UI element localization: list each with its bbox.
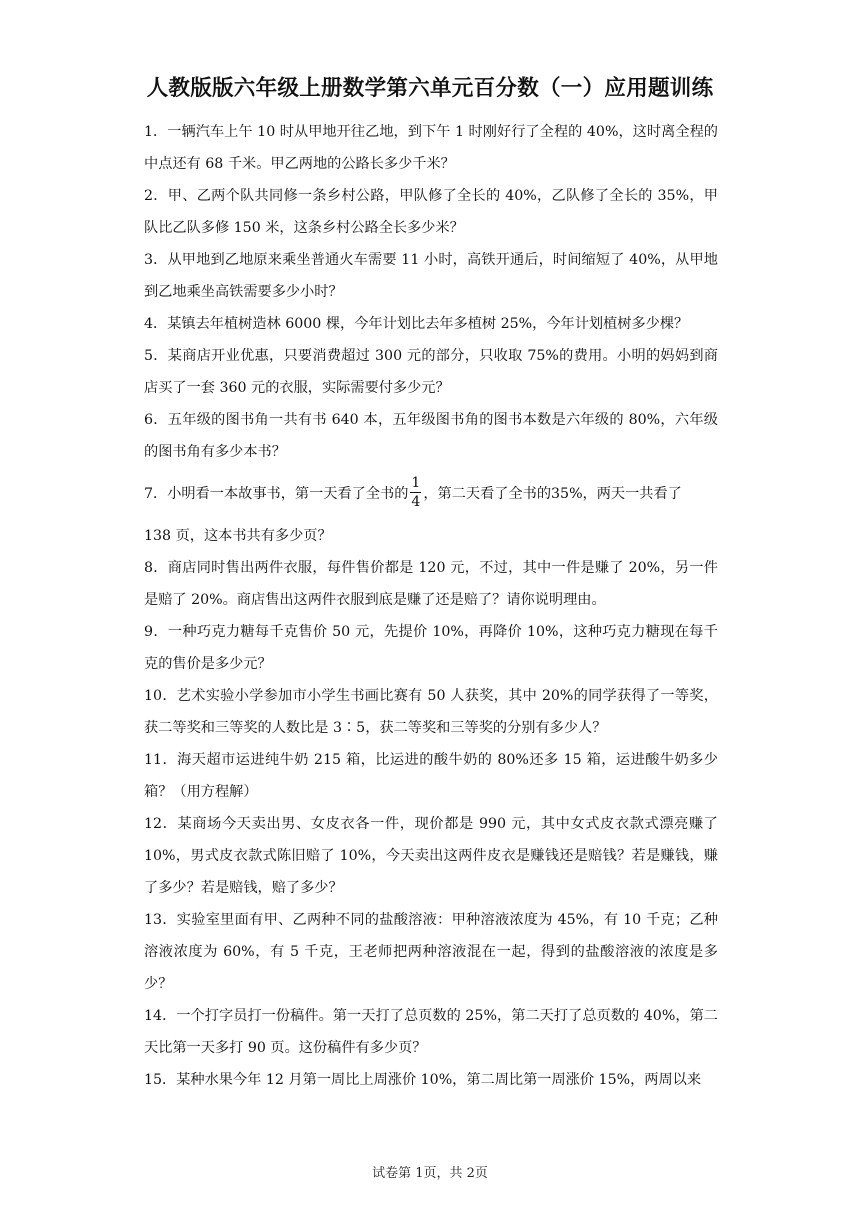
question-14: 14．一个打字员打一份稿件。第一天打了总页数的 25%，第二天打了总页数的 40%，第二天比第一天多打 90 页。这份稿件有多少页？ xyxy=(144,1008,718,1056)
question-list xyxy=(144,116,718,1096)
question-10: 10．艺术实验小学参加市小学生书画比赛有 50 人获奖，其中 20%的同学获得了一等奖，获二等奖和三等奖的人数比是 3∶5，获二等奖和三等奖的分别有多少人？ xyxy=(144,688,718,736)
question-2: 2．甲、乙两个队共同修一条乡村公路，甲队修了全长的 40%，乙队修了全长的 35%，甲队比乙队多修 150 米，这条乡村公路全长多少米？ xyxy=(144,188,718,236)
question-9: 9．一种巧克力糖每千克售价 50 元，先提价 10%，再降价 10%，这种巧克力糖现在每千克的售价是多少元？ xyxy=(144,624,718,672)
question-7-first-line xyxy=(144,468,718,520)
question-1: 1．一辆汽车上午 10 时从甲地开往乙地，到下午 1 时刚好行了全程的 40%，这时离全程的中点还有 68 千米。甲乙两地的公路长多少千米？ xyxy=(144,124,718,172)
question-7-second-line: 138 页，这本书共有多少页？ xyxy=(144,528,332,544)
fraction-denominator: 4 xyxy=(411,493,421,510)
page-title: 人教版版六年级上册数学第六单元百分数（一）应用题训练 xyxy=(146,76,714,101)
fraction-numerator: 1 xyxy=(411,474,421,491)
question-7 xyxy=(144,468,718,552)
question-7-text-after: ，第二天看了全书的35%，两天一共看了 xyxy=(423,486,682,502)
fraction-one-quarter xyxy=(410,476,421,509)
fraction-bar xyxy=(410,492,421,493)
question-6: 6．五年级的图书角一共有书 640 本，五年级图书角的图书本数是六年级的 80%，六年级的图书角有多少本书？ xyxy=(144,412,718,460)
question-4: 4．某镇去年植树造林 6000 棵，今年计划比去年多植树 25%，今年计划植树多少棵？ xyxy=(144,316,689,332)
question-13: 13．实验室里面有甲、乙两种不同的盐酸溶液：甲种溶液浓度为 45%，有 10 千克；乙种溶液浓度为 60%，有 5 千克，王老师把两种溶液混在一起，得到的盐酸溶液的浓度是多少？ xyxy=(144,912,718,992)
page-footer: 试卷第 1页，共 2页 xyxy=(372,1166,488,1181)
question-8: 8．商店同时售出两件衣服，每件售价都是 120 元，不过，其中一件是赚了 20%，另一件是赔了 20%。商店售出这两件衣服到底是赚了还是赔了？请你说明理由。 xyxy=(144,560,718,608)
question-11: 11．海天超市运进纯牛奶 215 箱，比运进的酸牛奶的 80%还多 15 箱，运进酸牛奶多少箱？（用方程解） xyxy=(144,752,718,800)
question-7-text-before: 7．小明看一本故事书，第一天看了全书的 xyxy=(144,486,409,502)
question-3: 3．从甲地到乙地原来乘坐普通火车需要 11 小时，高铁开通后，时间缩短了 40%，从甲地到乙地乘坐高铁需要多少小时？ xyxy=(144,252,718,300)
question-12: 12．某商场今天卖出男、女皮衣各一件，现价都是 990 元，其中女式皮衣款式漂亮赚了 10%，男式皮衣款式陈旧赔了 10%，今天卖出这两件皮衣是赚钱还是赔钱？若是赚钱，赚了多少？若是赔钱，赔了多少？ xyxy=(144,816,718,896)
question-5: 5．某商店开业优惠，只要消费超过 300 元的部分，只收取 75%的费用。小明的妈妈到商店买了一套 360 元的衣服，实际需要付多少元？ xyxy=(144,348,718,396)
question-15: 15．某种水果今年 12 月第一周比上周涨价 10%，第二周比第一周涨价 15%，两周以来 xyxy=(144,1072,702,1088)
